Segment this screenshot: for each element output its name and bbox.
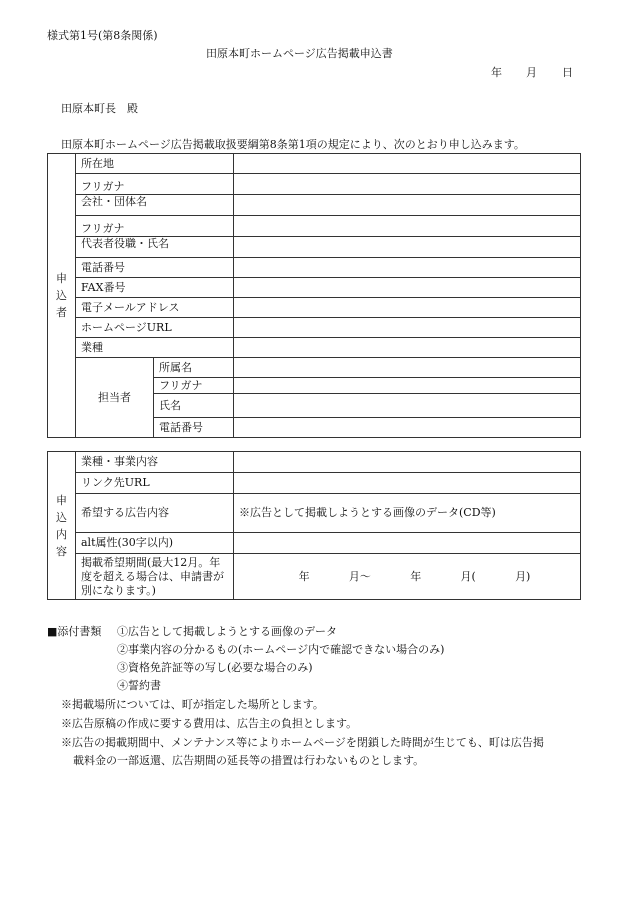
period-end-month: 月(: [460, 569, 476, 583]
industry-label: 業種: [76, 338, 234, 358]
applicant-table: [47, 153, 581, 438]
date-month: 月: [526, 66, 537, 79]
homepage-label: ホームページURL: [76, 318, 234, 338]
email-label: 電子メールアドレス: [76, 298, 234, 318]
rep-furigana-label: フリガナ: [81, 222, 125, 235]
company-name-field[interactable]: [234, 194, 580, 195]
rep-name-label: 代表者役職・氏名: [76, 236, 233, 251]
attachment-item: ②事業内容の分かるもの(ホームページ内で確認できない場合のみ): [117, 643, 445, 656]
phone-label: 電話番号: [76, 258, 234, 278]
contact-name-label: 氏名: [154, 394, 234, 418]
form-title: 田原本町ホームページ広告掲載申込書: [206, 47, 393, 60]
link-url-label: リンク先URL: [76, 473, 234, 494]
contact-phone-label: 電話番号: [154, 418, 234, 438]
contact-name-field[interactable]: [234, 394, 581, 418]
period-start-month: 月～: [348, 569, 371, 583]
business-label: 業種・事業内容: [76, 452, 234, 473]
alt-field[interactable]: [234, 533, 581, 554]
attachments-heading: ■添付書類: [47, 625, 102, 638]
ad-content-field[interactable]: ※広告として掲載しようとする画像のデータ(CD等): [234, 494, 581, 533]
industry-field[interactable]: [234, 338, 581, 358]
department-label: 所属名: [154, 358, 234, 378]
contact-phone-field[interactable]: [234, 418, 581, 438]
applicant-section-label: 申 込 者: [48, 154, 76, 438]
fax-label: FAX番号: [76, 278, 234, 298]
date-year: 年: [491, 66, 502, 79]
form-number: 様式第1号(第8条関係): [47, 29, 158, 42]
attachment-item: ①広告として掲載しようとする画像のデータ: [117, 625, 337, 638]
note: ※広告原稿の作成に要する費用は、広告主の負担とします。: [61, 717, 358, 730]
fax-field[interactable]: [234, 278, 581, 298]
attachment-item: ④誓約書: [117, 679, 161, 692]
homepage-field[interactable]: [234, 318, 581, 338]
link-url-field[interactable]: [234, 473, 581, 494]
address-field[interactable]: [234, 154, 581, 174]
contact-furigana-label: フリガナ: [154, 378, 234, 394]
note: ※掲載場所については、町が指定した場所とします。: [61, 698, 324, 711]
date-day: 日: [562, 66, 573, 79]
attachment-item: ③資格免許証等の写し(必要な場合のみ): [117, 661, 313, 674]
contact-person-label: 担当者: [76, 358, 154, 438]
note: 載料金の一部返還、広告期間の延長等の措置は行わないものとします。: [73, 754, 425, 767]
address-label: 所在地: [76, 154, 234, 174]
ad-content-label: 希望する広告内容: [76, 494, 234, 533]
company-furigana-label: フリガナ: [81, 180, 125, 193]
phone-field[interactable]: [234, 258, 581, 278]
period-start-year: 年: [298, 569, 310, 583]
note: ※広告の掲載期間中、メンテナンス等によりホームページを閉鎖した時間が生じても、町は広告掲: [61, 736, 544, 749]
alt-label: alt属性(30字以内): [76, 533, 234, 554]
period-end-year: 年: [410, 569, 422, 583]
period-field[interactable]: [234, 554, 581, 600]
content-section-label: 申 込 内 容: [48, 452, 76, 600]
rep-name-field[interactable]: [234, 236, 580, 237]
email-field[interactable]: [234, 298, 581, 318]
intro-text: 田原本町ホームページ広告掲載取扱要綱第8条第1項の規定により、次のとおり申し込みます。: [61, 138, 525, 151]
department-field[interactable]: [234, 358, 581, 378]
content-table: [47, 451, 581, 600]
company-name-label: 会社・団体名: [76, 194, 233, 209]
business-field[interactable]: [234, 452, 581, 473]
period-months: 月): [515, 569, 531, 583]
contact-furigana-field[interactable]: [234, 378, 581, 394]
addressee: 田原本町長 殿: [61, 102, 138, 115]
period-label: 掲載希望期間(最大12月。年度を超える場合は、申請書が別になります。): [76, 554, 234, 600]
